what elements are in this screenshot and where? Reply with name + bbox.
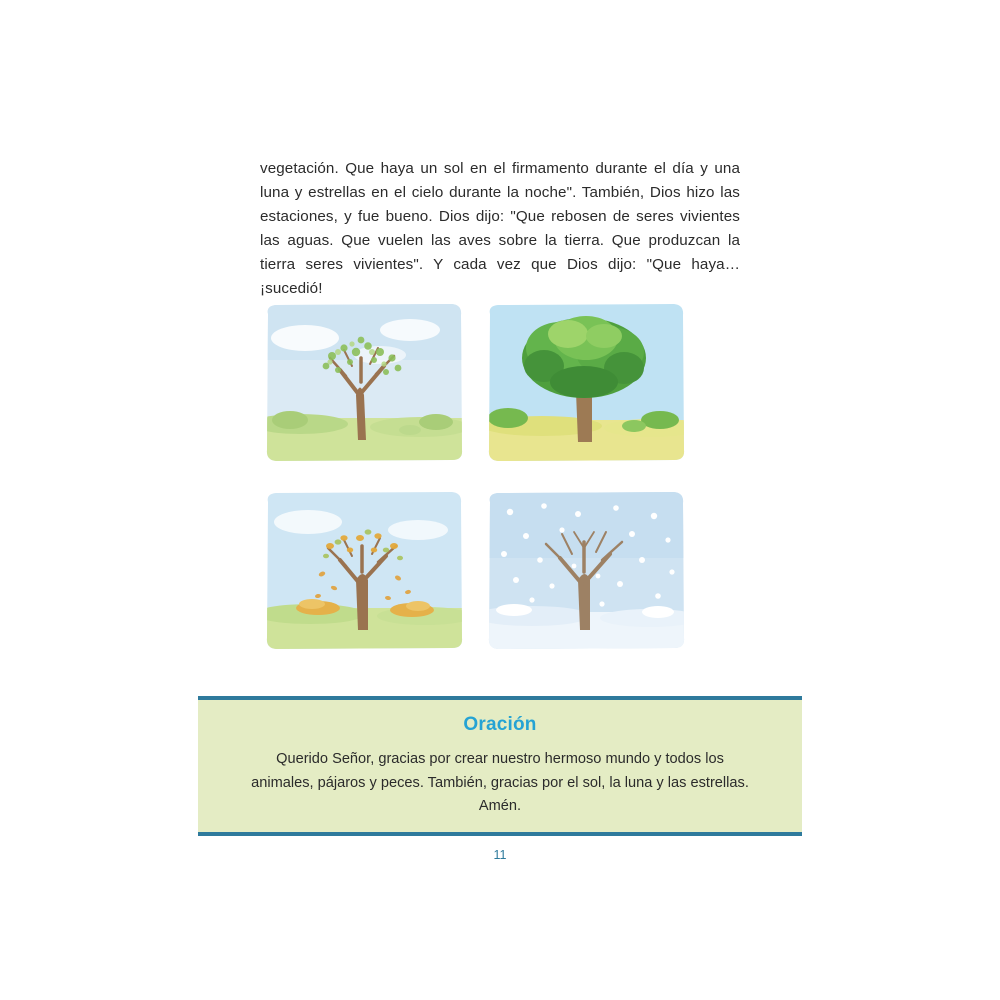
tree-winter-illustration [482,488,690,653]
book-page-sheet [198,100,802,900]
prayer-title: Oración [463,714,537,735]
prayer-box [198,696,802,836]
prayer-text: Querido Señor, gracias por crear nuestro hermoso mundo y todos los animales, pájaros y peces. También, gracias por el sol, la luna y las estrellas. Amén. [251,751,749,815]
tree-spring-illustration [260,300,468,465]
seasons-illustration-group [260,300,740,660]
page-number: 11 [493,848,507,862]
body-paragraph: vegetación. Que haya un sol en el firmamento durante el día y una luna y estrellas en el cielo durante la noche". También, Dios hizo las estaciones, y fue bueno. Dios dijo: "Que rebosen de seres vivientes las aguas. Que vuelen las aves sobre la tierra. Que produzcan la tierra seres vivientes". Y cada vez que Dios dijo: "Que haya… ¡sucedió! [260,160,740,298]
tree-autumn-illustration [260,488,468,653]
tree-summer-illustration [482,300,690,465]
